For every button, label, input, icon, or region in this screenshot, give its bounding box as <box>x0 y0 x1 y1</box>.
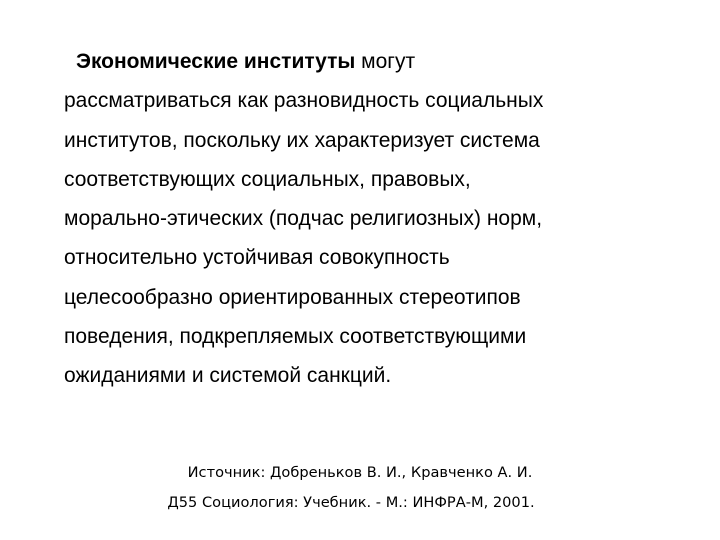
paragraph-line: институтов, поскольку их характеризует система <box>64 128 540 152</box>
source-citation <box>0 458 720 518</box>
definition-paragraph <box>64 42 684 396</box>
paragraph-line: ожиданиями и системой санкций. <box>64 364 392 388</box>
paragraph-line-1 <box>64 42 684 81</box>
source-line-authors: Источник: Добреньков В. И., Кравченко А. И. <box>187 464 533 481</box>
paragraph-line: целесообразно ориентированных стереотипов <box>64 285 521 309</box>
paragraph-line: соответствующих социальных, правовых, <box>64 167 471 191</box>
first-line-rest: могут <box>355 50 416 73</box>
paragraph-line: морально-этических (подчас религиозных) норм, <box>64 207 543 231</box>
source-line-book: Д55 Социология: Учебник. - М.: ИНФРА-М, 2001. <box>167 494 535 511</box>
paragraph-line: относительно устойчивая совокупность <box>64 246 450 270</box>
bold-term: Экономические институты <box>76 50 356 73</box>
paragraph-line: поведения, подкрепляемых соответствующими <box>64 325 527 349</box>
paragraph-line: рассматриваться как разновидность социальных <box>64 89 544 113</box>
